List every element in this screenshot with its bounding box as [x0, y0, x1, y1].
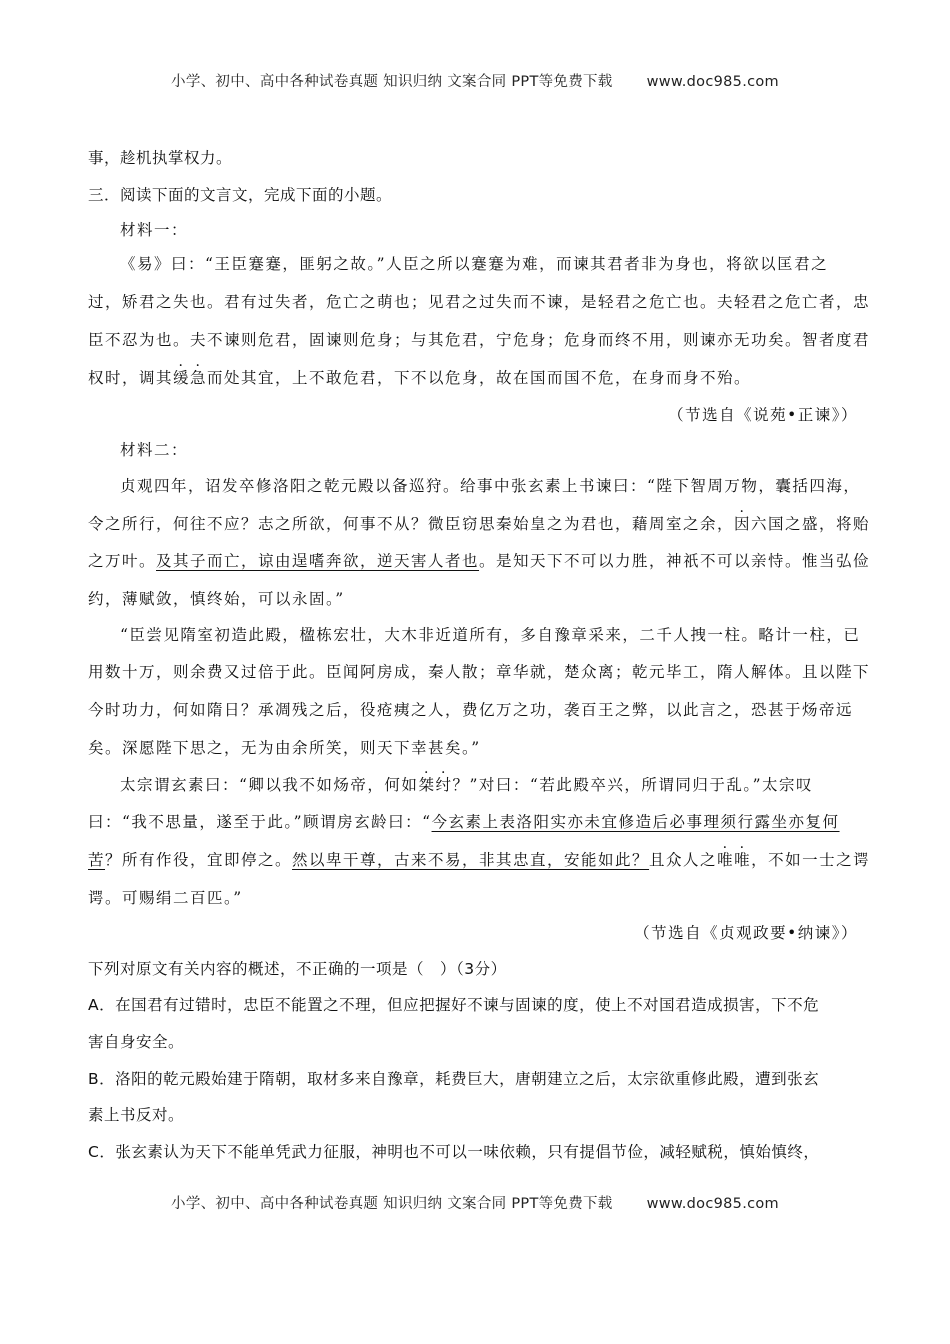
passage-line	[88, 549, 871, 571]
underlined-sentence: 今玄素上表洛阳实亦未宜修造后必事理须行露坐亦复何	[431, 813, 840, 831]
text-segment: ？所有作役，宜即停之。	[105, 851, 293, 869]
option-c: C．张玄素认为天下不能单凭武力征服，神明也不可以一味依赖，只有提倡节俭，减轻赋税，慎始慎终，	[88, 1143, 820, 1161]
dotted-char: 纣	[435, 776, 453, 794]
passage-line: 过，矫君之失也。君有过失者，危亡之萌也；见君之过失而不谏，是轻君之危亡也。夫轻君之危亡者，忠	[88, 293, 871, 311]
source-citation: （节选自《说苑•正谏》）	[668, 406, 858, 424]
option-b: B．洛阳的乾元殿始建于隋朝，取材多来自豫章，耗费巨大，唐朝建立之后，太宗欲重修此殿，遭到张玄	[88, 1070, 820, 1088]
dotted-char: 急	[190, 369, 208, 387]
text-segment: 太宗谓玄素曰：“卿以我不如炀帝，何如	[120, 776, 419, 794]
passage-line: 约，薄赋敛，慎终始，可以永固。”	[88, 590, 345, 608]
underlined-sentence: 及其子而亡，谅由逞嗜奔欲，逆天害人者也	[156, 552, 480, 570]
source-citation: （节选自《贞观政要•纳谏》）	[634, 924, 858, 942]
passage-line	[88, 512, 871, 534]
passage-line: 臣不忍为也。夫不谏则危君，固谏则危身；与其危君，宁危身；危身而终不用，则谏亦无功矣。智者度君	[88, 331, 871, 349]
passage-line: 谔。可赐绢二百匹。”	[88, 889, 243, 907]
text-segment: 权时，调其	[88, 369, 174, 387]
passage-line: 贞观四年，诏发卒修洛阳之乾元殿以备巡狩。给事中张玄素上书谏曰：“陛下智周万物，囊括四海，	[120, 477, 861, 495]
option-b-cont: 素上书反对。	[88, 1106, 185, 1124]
footer-text: 小学、初中、高中各种试卷真题 知识归纳 文案合同 PPT等免费下载	[171, 1196, 613, 1212]
passage-line: 《易》曰：“王臣蹇蹇，匪躬之故。”人臣之所以蹇蹇为难，而谏其君者非为身也，将欲以匡君之	[120, 255, 829, 273]
underlined-sentence: 然以卑干尊，古来不易，非其忠直，安能如此？	[292, 851, 650, 869]
underlined-sentence: 苦	[88, 851, 106, 869]
dotted-char: 缓	[173, 369, 191, 387]
passage-line	[88, 848, 871, 870]
dotted-char: 因	[734, 515, 752, 533]
passage-line: “臣尝见隋室初造此殿，楹栋宏壮，大木非近道所有，多自豫章采来，二千人拽一柱。略计一柱，已	[120, 626, 861, 644]
text-segment: 而处其宜，上不敢危君，下不以危身，故在国而国不危，在身而身不殆。	[207, 369, 752, 387]
material-1-label: 材料一：	[120, 221, 189, 239]
option-a: A．在国君有过错时，忠臣不能置之不理，但应把握好不谏与固谏的度，使上不对国君造成损害，下不危	[88, 996, 820, 1014]
footer-site-link[interactable]: www.doc985.com	[646, 1196, 779, 1212]
page-header	[0, 70, 950, 91]
option-a-cont: 害自身安全。	[88, 1033, 185, 1051]
page-footer	[0, 1192, 950, 1213]
text-segment: 且众人之	[649, 851, 718, 869]
passage-line	[88, 810, 858, 832]
dotted-char: 唯	[734, 851, 752, 869]
text-segment: 。是知天下不可以力胜，神祇不可以亲恃。惟当弘俭	[479, 552, 871, 570]
dotted-char: 唯	[717, 851, 735, 869]
text-segment: 之万叶。	[88, 552, 157, 570]
text-segment: 曰：“我不思量，遂至于此。”顾谓房玄龄曰：“	[88, 813, 432, 831]
text-segment: 令之所行，何往不应？志之所欲，何事不从？微臣窃思秦始皇之为君也，藉周室之余，	[88, 515, 735, 533]
passage-line: 用数十万，则余费又过倍于此。臣闻阿房成，秦人散；章华就，楚众离；乾元毕工，隋人解体。且以陛下	[88, 663, 871, 681]
question-stem: 下列对原文有关内容的概述，不正确的一项是（ ）（3分）	[88, 960, 507, 978]
text-line: 事，趁机执掌权力。	[88, 149, 233, 167]
header-site-link[interactable]: www.doc985.com	[646, 74, 779, 90]
question-heading: 三．阅读下面的文言文，完成下面的小题。	[88, 186, 393, 204]
passage-line: 今时功力，何如隋日？承凋残之后，役疮痍之人，费亿万之功，袭百王之弊，以此言之，恐甚于炀帝远	[88, 701, 854, 719]
text-segment: 六国之盛，将贻	[751, 515, 871, 533]
header-text: 小学、初中、高中各种试卷真题 知识归纳 文案合同 PPT等免费下载	[171, 74, 613, 90]
text-segment: ？”对曰：“若此殿卒兴，所谓同归于乱。”太宗叹	[452, 776, 813, 794]
material-2-label: 材料二：	[120, 441, 189, 459]
passage-line	[120, 773, 890, 795]
dotted-char: 桀	[418, 776, 436, 794]
passage-line	[88, 366, 858, 388]
passage-line: 矣。深愿陛下思之，无为由余所笑，则天下幸甚矣。”	[88, 739, 481, 757]
text-segment: ，不如一士之谔	[751, 851, 871, 869]
